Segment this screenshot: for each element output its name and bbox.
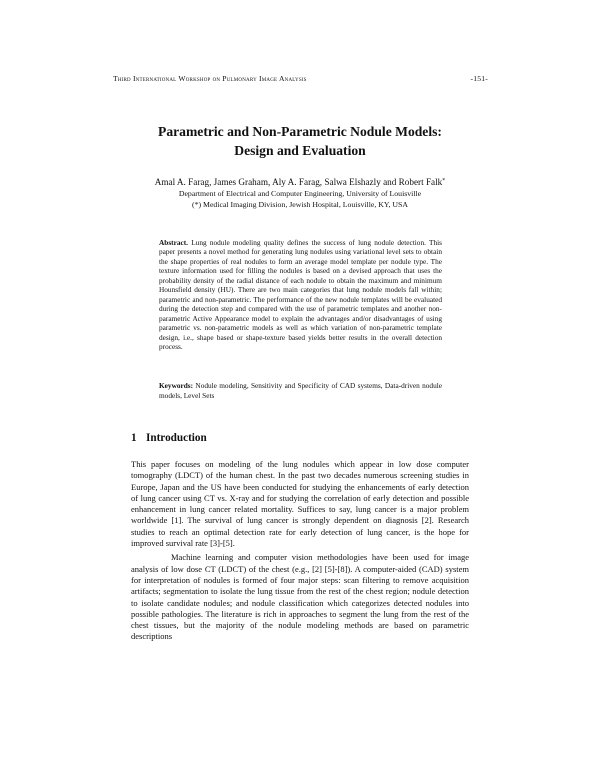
affiliation-2: (*) Medical Imaging Division, Jewish Hospital, Louisville, KY, USA	[192, 200, 408, 209]
body-paragraph-2: Machine learning and computer vision methodologies have been used for image analysis of low dose CT (LDCT) of the chest (e.g., [2] [5]-[8]). A computer-aided (CAD) system for interpretation of nodules is formed of four major steps: scan filtering to remove acquisition artifacts; segmentation to isolate the lung tissue from the rest of the chest region; nodule detection to isolate candidate nodules; and nodule classification which categorizes detected nodules into possible pathologies. The literature is rich in approaches to segment the lung from the rest of the chest tissues, but the majority of the nodule modeling methods are based on parametric descriptions	[131, 552, 469, 642]
author-list	[100, 176, 500, 188]
keywords-text: Nodule modeling, Sensitivity and Specificity of CAD systems, Data-driven nodule models, Level Sets	[159, 381, 442, 400]
running-title: Third International Workshop on Pulmonary Image Analysis	[113, 74, 307, 83]
author-names: Amal A. Farag, James Graham, Aly A. Farag, Salwa Elshazly and Robert Falk	[154, 177, 443, 187]
section-number: 1	[131, 432, 137, 444]
keywords-label: Keywords:	[159, 381, 194, 390]
body-text	[131, 459, 469, 643]
abstract	[159, 238, 442, 351]
abstract-text: Lung nodule modeling quality defines the success of lung nodule detection. This paper presents a novel method for generating lung nodules using variational level sets to obtain the shape properties of real nodules to form an average model template per nodule type. The texture information used for filling the nodules is based on a devised approach that uses the probability density of the radial distance of each nodule to obtain the maximum and minimum Hounsfield density (HU). There are two main categories that lung nodule models fall within; parametric and non-parametric. The performance of the new nodule templates will be evaluated during the detection step and compared with the use of parametric templates and another non-parametric Active Appearance model to explain the advantages and/or disadvantages of using parametric vs. non-parametric models as well as which variation of non-parametric template design, i.e., shape based or shape-texture based yields better results in the overall detection process.	[159, 238, 442, 351]
affiliation-1: Department of Electrical and Computer Engineering, University of Louisville	[178, 189, 422, 198]
keywords	[159, 381, 442, 401]
page-number: -151-	[470, 74, 488, 83]
paper-title-line-1: Parametric and Non-Parametric Nodule Models:	[158, 124, 442, 139]
section-heading	[131, 432, 207, 444]
paper-title-line-2: Design and Evaluation	[234, 143, 366, 158]
body-paragraph-1: This paper focuses on modeling of the lung nodules which appear in low dose computer tomography (LDCT) of the human chest. In the past two decades numerous screening studies in Europe, Japan and the US have been conducted for studying the enhancements of early detection of lung cancer using CT vs. X-ray and for studying the correlation of early detection and possible enhancement in lung cancer related mortality. Suffices to say, lung cancer is a major problem worldwide [1]. The survival of lung cancer is strongly dependent on diagnosis [2]. Research studies to reach an optimal detection rate for early detection of lung cancer, is the hope for improved survival rate [3]-[5].	[131, 459, 469, 549]
paper-title	[100, 122, 500, 160]
abstract-label: Abstract.	[159, 238, 188, 247]
author-footnote-mark: *	[442, 178, 446, 184]
section-title: Introduction	[146, 432, 207, 444]
